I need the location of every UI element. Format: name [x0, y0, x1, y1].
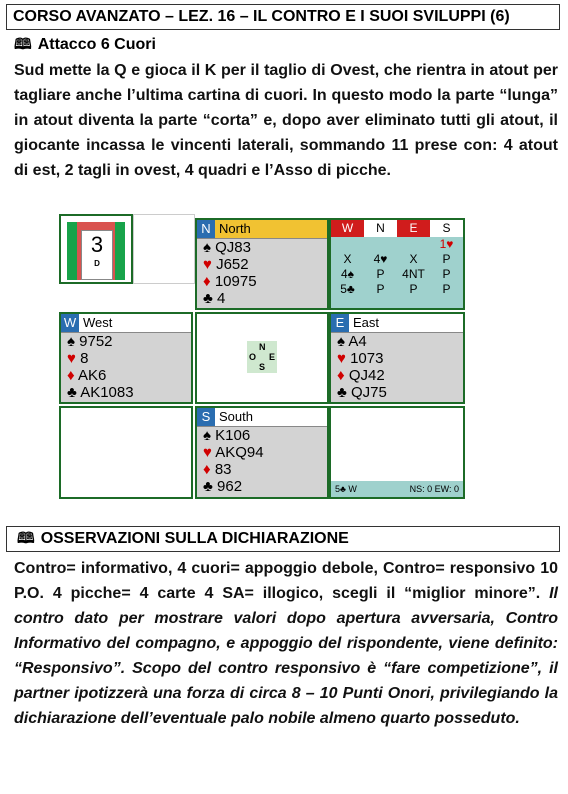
lead-heading [14, 35, 156, 55]
hand-east [329, 312, 465, 404]
board-number-box [59, 214, 133, 284]
seat-west: W [61, 314, 79, 332]
west-clubs: ♣ AK1083 [67, 384, 134, 401]
south-spades: ♠ K106 [203, 427, 251, 444]
east-clubs: ♣ QJ75 [337, 384, 387, 401]
hand-east-header [331, 314, 463, 333]
bidding-row: X 4♥ X P [343, 252, 451, 266]
observations-italic: Il contro dato per mostrare valori dopo apertura avversaria, Contro Informativo del compagno, e appoggio del rispondente, viene definito: “Responsivo”. Scopo del contro responsivo è “fare competizione”, il partner ipotizzerà una forza di circa 8 – 10 Punti Onori, privilegiando la dichiarazione dell’eventuale palo nobile almeno quarto posseduto. [14, 585, 558, 727]
south-clubs: ♣ 962 [203, 478, 243, 495]
dealer-marker: D [94, 259, 100, 268]
west-diamonds: ♦ AK6 [67, 367, 107, 384]
name-east: East [353, 315, 380, 330]
bidding-headers: W N E S [331, 220, 463, 237]
observations-paragraph [14, 556, 558, 731]
result-tricks: NS: 0 EW: 0 [409, 484, 459, 494]
hand-north-header [197, 220, 327, 239]
result-box [329, 406, 465, 499]
board-card [81, 230, 113, 280]
result-contract: 5♣ W [335, 484, 357, 494]
lead-text: Attacco 6 Cuori [37, 36, 156, 53]
east-hearts: ♥ 1073 [337, 350, 384, 367]
north-hearts: ♥ J652 [203, 256, 249, 273]
seat-east: E [331, 314, 349, 332]
bidding-row: 1♥ [439, 237, 454, 251]
seat-south: S [197, 408, 215, 426]
south-diamonds: ♦ 83 [203, 461, 232, 478]
book-icon: 🕮 [14, 36, 32, 53]
result-bar [331, 481, 463, 497]
hand-south [195, 406, 329, 499]
page-title: CORSO AVANZATO – LEZ. 16 – IL CONTRO E I SUOI SVILUPPI (6) [6, 4, 560, 30]
east-spades: ♠ A4 [337, 333, 367, 350]
bridge-diagram [59, 214, 465, 499]
hand-south-header [197, 408, 327, 427]
intro-paragraph: Sud mette la Q e gioca il K per il taglio di Ovest, che rientra in atout per tagliare anche l’ultima cartina di cuori. In questo modo la parte “lunga” in atout diventa la parte “corta” e, dopo aver eliminato tutti gli atout, il giocante incassa le vincenti laterali, sommando 11 prese con: 4 atout di est, 2 tagli in ovest, 4 quadri e l’Asso di picche. [14, 62, 558, 179]
book-icon: 🕮 [17, 530, 35, 547]
empty-nw [133, 214, 195, 284]
north-diamonds: ♦ 10975 [203, 273, 257, 290]
empty-sw [59, 406, 193, 499]
observations-plain: Contro= informativo, 4 cuori= appoggio debole, Contro= responsivo 10 P.O. 4 picche= 4 carte 4 SA= illogico, scegli il “miglior minore”. [14, 560, 558, 602]
west-hearts: ♥ 8 [67, 350, 89, 367]
board-number: 3 [90, 232, 104, 257]
name-south: South [219, 409, 253, 424]
north-spades: ♠ QJ83 [203, 239, 251, 256]
name-west: West [83, 315, 113, 330]
hand-north [195, 218, 329, 310]
bidding-row: 5♣ P P P [340, 282, 451, 296]
compass: N O E S [249, 342, 275, 372]
hand-west-header [61, 314, 191, 333]
south-hearts: ♥ AKQ94 [203, 444, 264, 461]
east-diamonds: ♦ QJ42 [337, 367, 385, 384]
hand-west [59, 312, 193, 404]
north-clubs: ♣ 4 [203, 290, 226, 307]
name-north: North [219, 221, 251, 236]
west-spades: ♠ 9752 [67, 333, 113, 350]
seat-north: N [197, 220, 215, 238]
table-center [195, 312, 329, 404]
bidding-row: 4♠ P 4NT P [340, 267, 451, 281]
section-title: 🕮 OSSERVAZIONI SULLA DICHIARAZIONE [6, 526, 560, 552]
bidding-table [329, 218, 465, 310]
